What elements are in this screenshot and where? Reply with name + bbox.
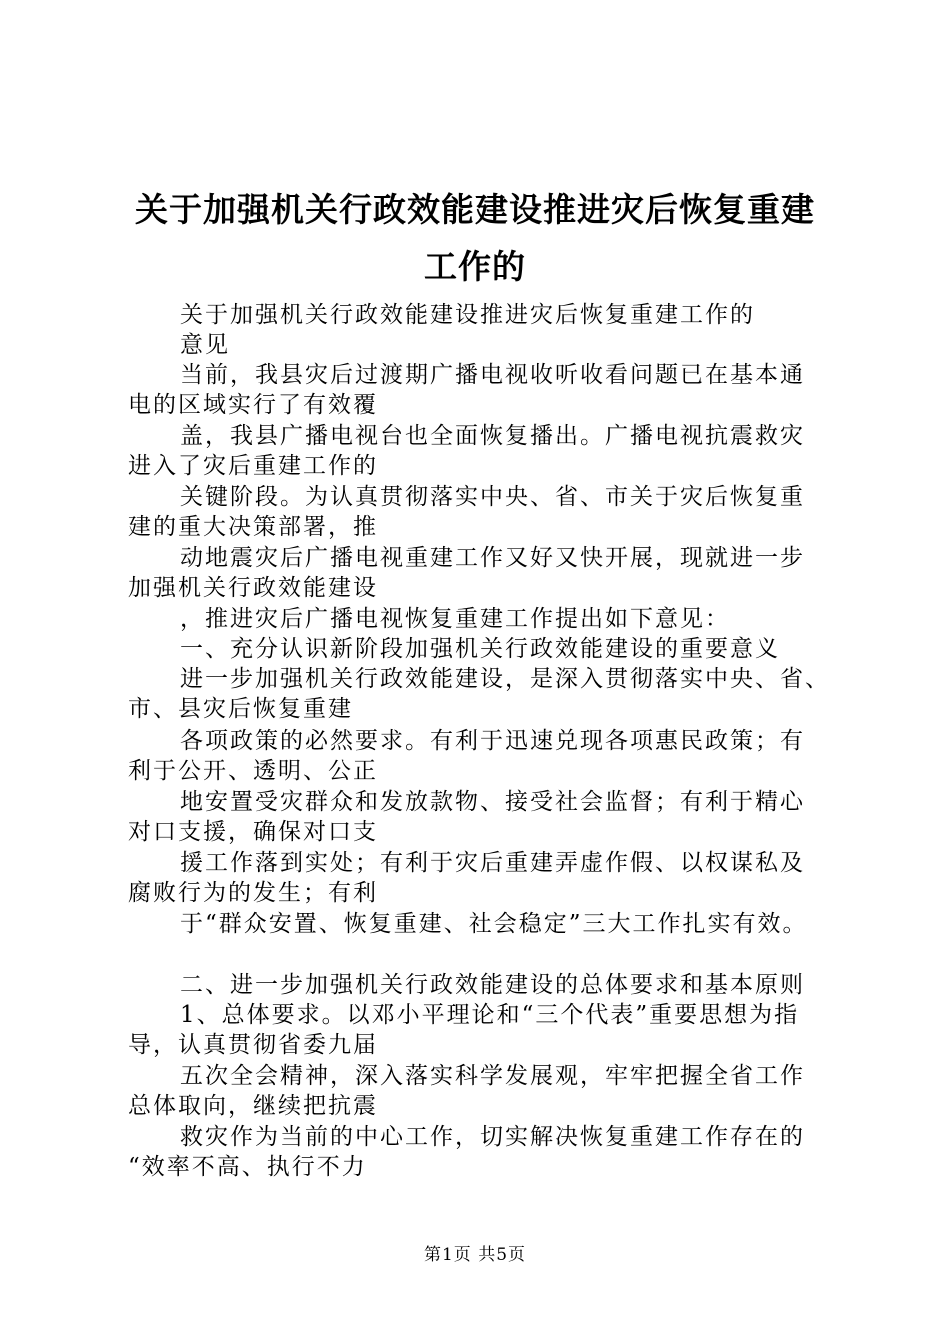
body-line: 1、总体要求。以邓小平理论和“三个代表”重要思想为指 bbox=[180, 1002, 800, 1028]
body-line: 五次全会精神，深入落实科学发展观，牢牢把握全省工作 bbox=[180, 1063, 805, 1089]
body-line: 当前，我县灾后过渡期广播电视收听收看问题已在基本通 bbox=[180, 362, 805, 388]
body-line: 对口支援，确保对口支 bbox=[128, 819, 378, 845]
body-line: 地安置受灾群众和发放款物、接受社会监督；有利于精心 bbox=[180, 789, 805, 815]
document-title-line-2: 工作的 bbox=[424, 247, 526, 286]
section-heading: 二、进一步加强机关行政效能建设的总体要求和基本原则 bbox=[180, 972, 805, 998]
body-line: 关于加强机关行政效能建设推进灾后恢复重建工作的 bbox=[180, 302, 755, 328]
body-line: 利于公开、透明、公正 bbox=[128, 758, 378, 784]
body-line: 各项政策的必然要求。有利于迅速兑现各项惠民政策；有 bbox=[180, 728, 805, 754]
body-line: 市、县灾后恢复重建 bbox=[128, 696, 353, 722]
body-line: 盖，我县广播电视台也全面恢复播出。广播电视抗震救灾 bbox=[180, 423, 805, 449]
body-line: 动地震灾后广播电视重建工作又好又快开展，现就进一步 bbox=[180, 545, 805, 571]
body-line: 援工作落到实处；有利于灾后重建弄虚作假、以权谋私及 bbox=[180, 850, 805, 876]
body-line: 腐败行为的发生；有利 bbox=[128, 880, 378, 906]
body-line: 电的区域实行了有效覆 bbox=[128, 392, 378, 418]
section-heading: 一、充分认识新阶段加强机关行政效能建设的重要意义 bbox=[180, 636, 780, 662]
body-line: “效率不高、执行不力 bbox=[128, 1154, 367, 1180]
body-line: 于“群众安置、恢复重建、社会稳定”三大工作扎实有效。 bbox=[180, 911, 808, 937]
body-line: 意见 bbox=[180, 332, 230, 358]
body-line: 进一步加强机关行政效能建设，是深入贯彻落实中央、省、 bbox=[180, 666, 830, 692]
body-line: 救灾作为当前的中心工作，切实解决恢复重建工作存在的 bbox=[180, 1124, 805, 1150]
body-line: 总体取向，继续把抗震 bbox=[128, 1093, 378, 1119]
body-line: 关键阶段。为认真贯彻落实中央、省、市关于灾后恢复重 bbox=[180, 484, 805, 510]
page-footer: 第1页 共5页 bbox=[423, 1245, 527, 1265]
body-line: 导，认真贯彻省委九届 bbox=[128, 1032, 378, 1058]
body-line: 加强机关行政效能建设 bbox=[128, 575, 378, 601]
body-line: 建的重大决策部署，推 bbox=[128, 514, 378, 540]
body-line: 进入了灾后重建工作的 bbox=[128, 453, 378, 479]
document-title-line-1: 关于加强机关行政效能建设推进灾后恢复重建 bbox=[135, 190, 815, 229]
body-line: ，推进灾后广播电视恢复重建工作提出如下意见： bbox=[180, 606, 730, 632]
